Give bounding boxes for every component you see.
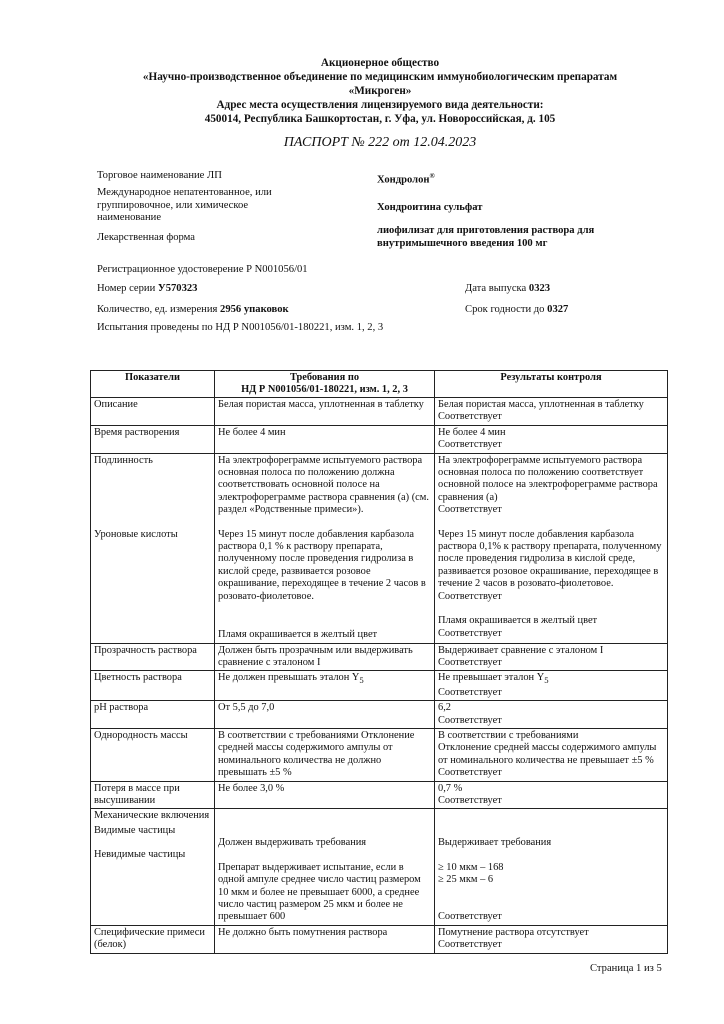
row-name: pH раствора: [91, 701, 215, 729]
row-name: Потеря в массе при высушивании: [91, 781, 215, 809]
trade-name-value: Хондролон®: [377, 172, 435, 186]
row-requirement: Должен быть прозрачным или выдерживать сравнение с эталоном I: [215, 643, 435, 671]
table-row: [91, 425, 668, 453]
row-result: 0,7 % Соответствует: [435, 781, 668, 809]
row-name: Описание: [91, 398, 215, 426]
table-header-row: [91, 371, 668, 398]
header-line: 450014, Республика Башкортостан, г. Уфа, ул. Новороссийская, д. 105: [204, 113, 556, 125]
expiry-line: Срок годности до 0327: [465, 304, 569, 315]
header-line: «Микроген»: [348, 85, 412, 97]
row-result: Помутнение раствора отсутствует Соответствует: [435, 925, 668, 953]
page-number: Страница 1 из 5: [590, 963, 662, 974]
row-result: 6,2 Соответствует: [435, 701, 668, 729]
row-result: Не более 4 мин Соответствует: [435, 425, 668, 453]
row-result: Не превышает эталон $Y_5$ Соответствует: [435, 671, 668, 701]
row-requirement: Белая пористая масса, уплотненная в таблетку: [215, 398, 435, 426]
header-cell: Показатели: [91, 371, 215, 398]
table-row: [91, 729, 668, 782]
header-cell: Требования по НД Р N001056/01-180221, изм. 1, 2, 3: [215, 371, 435, 398]
table-row: [91, 925, 668, 953]
header-cell: Результаты контроля: [435, 371, 668, 398]
inn-value: Хондроитина сульфат: [377, 202, 483, 213]
row-result: Выдерживает требования ≥ 10 мкм – 168 ≥ 25 мкм – 6 Соответствует: [435, 809, 668, 925]
series-line: Номер серии У570323: [97, 283, 198, 294]
table-row: [91, 398, 668, 426]
row-requirement: В соответствии с требованиями Отклонение средней массы содержимого ампулы от номинального количества не должно превышать ±5 %: [215, 729, 435, 782]
quantity-line: Количество, ед. измерения 2956 упаковок: [97, 304, 289, 315]
row-name: Подлинность Уроновые кислоты: [91, 453, 215, 643]
header-line: «Научно-производственное объединение по медицинским иммунобиологическим препаратам: [142, 71, 618, 83]
row-requirement: Не должен превышать эталон $Y_5$: [215, 671, 435, 701]
row-requirement: Не более 3,0 %: [215, 781, 435, 809]
row-result: На электрофореграмме испытуемого раствора основная полоса по положению соответствует основной полосе на электрофореграмме раствора сравнения (а) Соответствует Через 15 минут после добавления карбазола раствора 0,1% к раствору препарата, полученному после проведения гидролиза в кислой среде, развивается розовое окрашивание, переходящее в течение 2 часов в розовато-фиолетовое. Соответствует Пламя окрашивается в желтый цвет Соответствует: [435, 453, 668, 643]
row-requirement: Должен выдерживать требования Препарат выдерживает испытание, если в одной ампуле среднее число частиц размером 10 мкм и более не превышает 6000, а среднее число частиц размером 25 мкм и более не превышает 600: [215, 809, 435, 925]
form-label: Лекарственная форма: [97, 232, 195, 243]
row-requirement: От 5,5 до 7,0: [215, 701, 435, 729]
row-name: Специфические примеси (белок): [91, 925, 215, 953]
row-requirement: Не должно быть помутнения раствора: [215, 925, 435, 953]
passport-title: ПАСПОРТ № 222 от 12.04.2023: [283, 135, 477, 150]
row-requirement: Не более 4 мин: [215, 425, 435, 453]
table-row: [91, 671, 668, 701]
header-line: Адрес места осуществления лицензируемого вида деятельности:: [216, 99, 544, 111]
table-row: [91, 701, 668, 729]
release-line: Дата выпуска 0323: [465, 283, 551, 294]
row-name: Однородность массы: [91, 729, 215, 782]
header-line: Акционерное общество: [320, 57, 440, 69]
table-row: [91, 643, 668, 671]
form-value: лиофилизат для приготовления раствора для внутримышечного введения 100 мг: [377, 225, 595, 249]
row-result: Выдерживает сравнение с эталоном I Соответствует: [435, 643, 668, 671]
table-row: [91, 809, 668, 925]
row-name: Цветность раствора: [91, 671, 215, 701]
tests-line: Испытания проведены по НД Р N001056/01-180221, изм. 1, 2, 3: [97, 322, 384, 333]
row-requirement: На электрофореграмме испытуемого раствора основная полоса по положению должна соответствовать основной полосе на электрофореграмме раствора сравнения (а) (см. раздел «Родственные примеси»). Через 15 минут после добавления карбазола раствора 0,1 % к раствору препарата, полученному после проведения гидролиза в кислой среде, развивается розовое окрашивание, переходящее в течение 2 часов в розовато-фиолетовое. Пламя окрашивается в желтый цвет: [215, 453, 435, 643]
table-row: [91, 781, 668, 809]
row-name: Механические включения Видимые частицы Невидимые частицы: [91, 809, 215, 925]
row-result: Белая пористая масса, уплотненная в таблетку Соответствует: [435, 398, 668, 426]
table-row: [91, 453, 668, 643]
reg-line: Регистрационное удостоверение Р N001056/01: [97, 264, 308, 275]
document-header: [100, 56, 660, 126]
row-name: Время растворения: [91, 425, 215, 453]
row-result: В соответствии с требованиями Отклонение средней массы содержимого ампулы от номинального количества не превышает ±5 % Соответствует: [435, 729, 668, 782]
results-table: [90, 370, 668, 954]
trade-name-label: Торговое наименование ЛП: [97, 170, 222, 181]
inn-label: Международное непатентованное, или группировочное, или химическое наименование: [97, 187, 272, 223]
row-name: Прозрачность раствора: [91, 643, 215, 671]
